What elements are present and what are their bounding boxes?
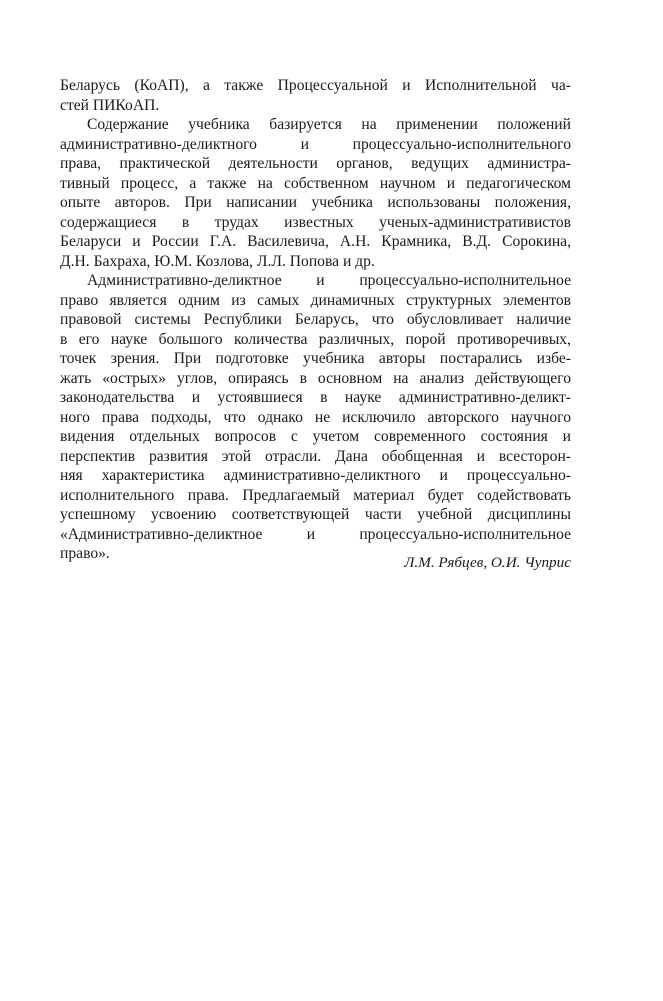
text-line: правовой системы Республики Беларусь, что обусловливает наличие (60, 311, 571, 328)
document-body (60, 76, 571, 564)
text-line: успешному усвоению соответствующей части учебной дисциплины (60, 506, 571, 523)
text-line: права, практической деятельности органов, ведущих администра- (60, 155, 571, 172)
paragraph-1 (60, 76, 571, 115)
text-line: няя характеристика административно-деликтного и процессуально- (60, 467, 571, 484)
text-line: Д.Н. Бахраха, Ю.М. Козлова, Л.Л. Попова и др. (60, 252, 375, 270)
text-line: Беларуси и России Г.А. Василевича, А.Н. Крамника, В.Д. Сорокина, (60, 233, 571, 250)
text-line: административно-деликтного и процессуально-исполнительного (60, 135, 571, 153)
text-line: ного права подходы, что однако не исключило авторского научного (60, 408, 571, 426)
text-line: стей ПИКоАП. (60, 96, 160, 114)
text-line: исполнительного права. Предлагаемый материал будет содействовать (60, 486, 571, 504)
text-line: право». (60, 545, 110, 562)
text-line: жать «острых» углов, опираясь в основном на анализ действующего (60, 369, 571, 387)
text-line: право является одним из самых динамичных структурных элементов (60, 291, 571, 309)
text-line: «Административно-деликтное и процессуально-исполнительное (60, 525, 571, 543)
text-line: тивный процесс, а также на собственном научном и педагогическом (60, 174, 571, 192)
author-signature: Л.М. Рябцев, О.И. Чуприс (404, 554, 571, 571)
text-line: в его науке большого количества различных, порой противоречивых, (60, 330, 571, 348)
text-line: Содержание учебника базируется на применении положений (87, 116, 571, 133)
text-line: опыте авторов. При написании учебника использованы положения, (60, 194, 571, 211)
paragraph-3 (60, 271, 571, 564)
paragraph-2 (60, 115, 571, 271)
text-line: Административно-деликтное и процессуально-исполнительное (87, 272, 571, 289)
text-line: содержащиеся в трудах известных ученых-административистов (60, 213, 571, 231)
text-line: законодательства и устоявшиеся в науке административно-деликт- (60, 389, 571, 406)
text-line: точек зрения. При подготовке учебника авторы постарались избе- (60, 350, 571, 367)
text-line: Беларусь (КоАП), а также Процессуальной и Исполнительной ча- (60, 77, 571, 94)
text-line: перспектив развития этой отрасли. Дана обобщенная и всесторон- (60, 447, 571, 465)
text-line: видения отдельных вопросов с учетом современного состояния и (60, 428, 571, 445)
